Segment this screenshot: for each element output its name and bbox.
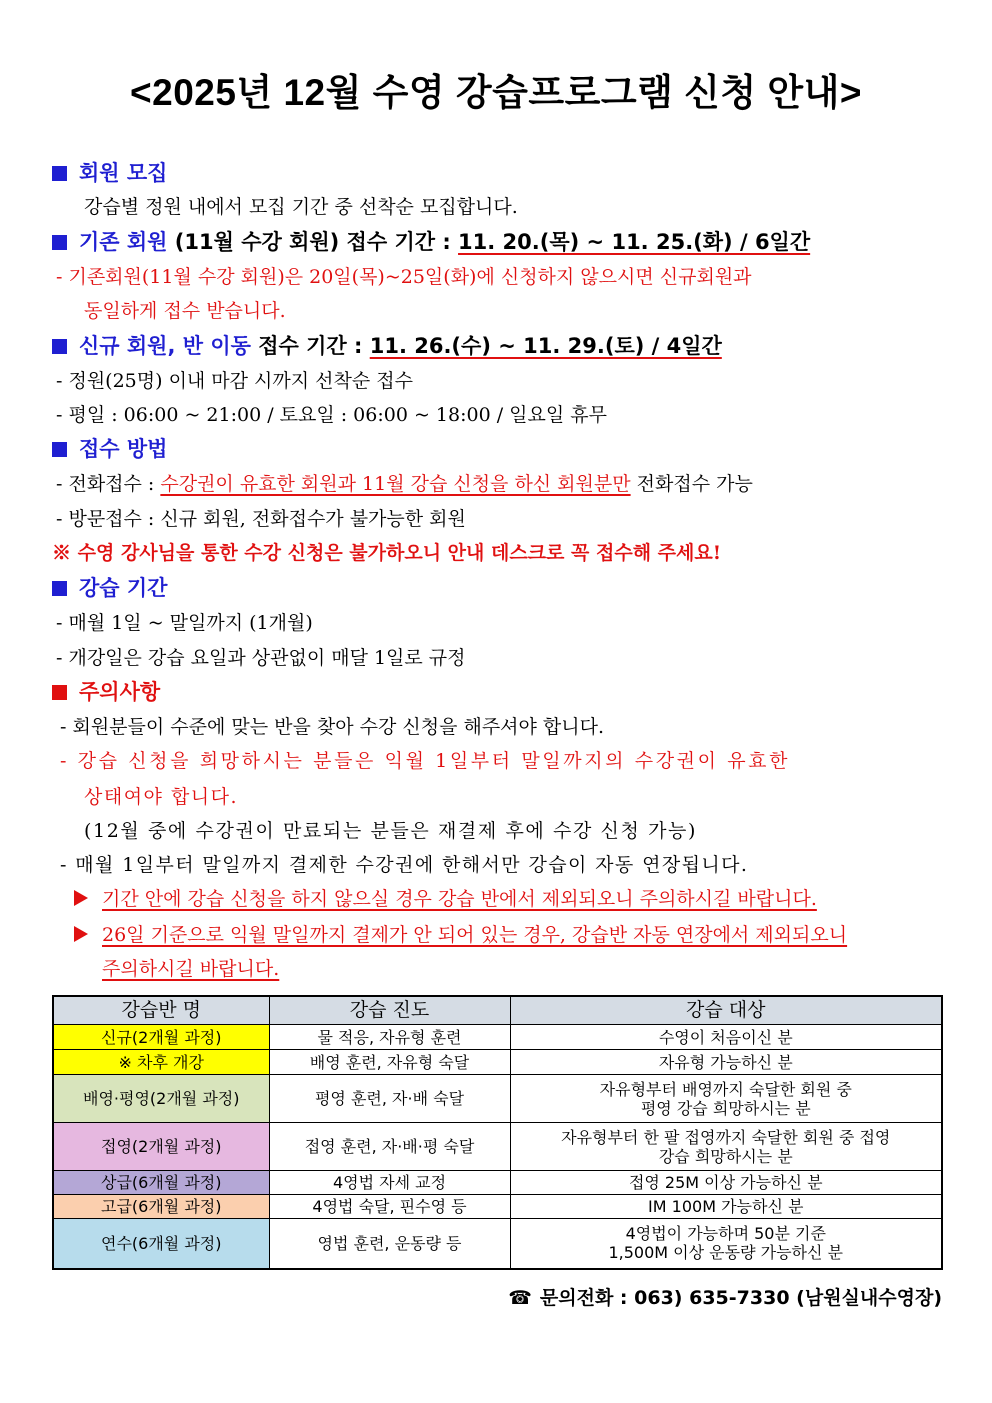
section-period-heading: 강습 기간 (52, 572, 167, 602)
target-cell: 자유형 가능하신 분 (510, 1050, 942, 1075)
phone-application-condition: 수강권이 유효한 회원과 11월 강습 신청을 하신 회원분만 (160, 473, 631, 495)
caution-item-valid-pass-line2: 상태여야 합니다. (84, 786, 239, 808)
new-members-item-hours: - 평일 : 06:00 ~ 21:00 / 토요일 : 06:00 ~ 18:00 / 일요일 휴무 (56, 404, 607, 426)
caution-item-expiry-note: (12월 중에 수강권이 만료되는 분들은 재결제 후에 수강 신청 가능) (84, 820, 698, 842)
table-row (53, 1171, 942, 1195)
class-name-cell: 상급(6개월 과정) (53, 1171, 269, 1195)
table-row (53, 1075, 942, 1123)
section-recruitment-heading: 회원 모집 (52, 157, 167, 187)
table-row (53, 1219, 942, 1269)
phone-application-line: - 전화접수 : 수강권이 유효한 회원과 11월 강습 신청을 하신 회원분만 전화접수 가능 (56, 473, 753, 495)
recruitment-body: 강습별 정원 내에서 모집 기간 중 선착순 모집합니다. (84, 196, 518, 218)
existing-members-note-line2: 동일하게 접수 받습니다. (84, 300, 286, 322)
square-bullet-icon (52, 581, 67, 596)
caution-arrow-item-2: 26일 기준으로 익월 말일까지 결제가 안 되어 있는 경우, 강습반 자동 연장에서 제외되오니 (74, 920, 847, 947)
target-cell: 자유형부터 한 팔 접영까지 숙달한 회원 중 접영 강습 희망하시는 분 (510, 1123, 942, 1171)
new-members-item-capacity: - 정원(25명) 이내 마감 시까지 선착순 접수 (56, 370, 413, 392)
red-triangle-icon (74, 926, 88, 942)
existing-members-period: 11. 20.(목) ~ 11. 25.(화) / 6일간 (458, 230, 811, 254)
phone-icon: ☎ (508, 1287, 532, 1309)
caution-item-auto-extension: - 매월 1일부터 말일까지 결제한 수강권에 한해서만 강습이 자동 연장됩니다. (60, 854, 749, 876)
square-bullet-icon (52, 685, 67, 700)
class-name-cell: 배영·평영(2개월 과정) (53, 1075, 269, 1123)
period-item-start-date: - 개강일은 강습 요일과 상관없이 매달 1일로 규정 (56, 647, 466, 669)
table-row (53, 1195, 942, 1219)
target-cell: 접영 25M 이상 가능하신 분 (510, 1171, 942, 1195)
target-cell: 수영이 처음이신 분 (510, 1025, 942, 1050)
progress-cell: 영법 훈련, 운동량 등 (269, 1219, 510, 1269)
caution-item-level: - 회원분들이 수준에 맞는 반을 찾아 수강 신청을 해주셔야 합니다. (60, 716, 605, 738)
target-cell: 자유형부터 배영까지 숙달한 회원 중 평영 강습 희망하시는 분 (510, 1075, 942, 1123)
progress-cell: 4영법 자세 교정 (269, 1171, 510, 1195)
section-cautions-heading: 주의사항 (52, 676, 160, 706)
target-cell: 4영법이 가능하며 50분 기준 1,500M 이상 운동량 가능하신 분 (510, 1219, 942, 1269)
red-triangle-icon (74, 890, 88, 906)
table-row (53, 1025, 942, 1050)
class-name-cell: 연수(6개월 과정) (53, 1219, 269, 1269)
caution-item-valid-pass-line1: - 강습 신청을 희망하시는 분들은 익월 1일부터 말일까지의 수강권이 유효한 (60, 750, 791, 772)
class-name-cell: 고급(6개월 과정) (53, 1195, 269, 1219)
section-new-members-heading: 신규 회원, 반 이동 접수 기간 : 11. 26.(수) ~ 11. 29.(토) / 4일간 (52, 330, 722, 360)
visit-application-line: - 방문접수 : 신규 회원, 전화접수가 불가능한 회원 (56, 508, 466, 530)
contact-text: 문의전화 : 063) 635-7330 (남원실내수영장) (539, 1287, 942, 1309)
caution-arrow-item-2-line2: 주의하시길 바랍니다. (102, 958, 280, 980)
caution-arrow-item-1: 기간 안에 강습 신청을 하지 않으실 경우 강습 반에서 제외되오니 주의하시길 바랍니다. (74, 884, 817, 911)
period-item-monthly: - 매월 1일 ~ 말일까지 (1개월) (56, 612, 313, 634)
progress-cell: 배영 훈련, 자유형 숙달 (269, 1050, 510, 1075)
table-row (53, 1050, 942, 1075)
square-bullet-icon (52, 442, 67, 457)
square-bullet-icon (52, 235, 67, 250)
contact-line (508, 1283, 942, 1310)
progress-cell: 평영 훈련, 자·배 숙달 (269, 1075, 510, 1123)
class-name-cell: 접영(2개월 과정) (53, 1123, 269, 1171)
class-name-cell: ※ 차후 개강 (53, 1050, 269, 1075)
page-title: <2025년 12월 수영 강습프로그램 신청 안내> (130, 72, 862, 113)
table-row (53, 1123, 942, 1171)
progress-cell: 4영법 숙달, 핀수영 등 (269, 1195, 510, 1219)
instructor-warning: ※ 수영 강사님을 통한 수강 신청은 불가하오니 안내 데스크로 꼭 접수해 주세요! (52, 542, 722, 564)
progress-cell: 접영 훈련, 자·배·평 숙달 (269, 1123, 510, 1171)
column-header-class-name: 강습반 명 (53, 996, 269, 1025)
existing-members-note-line1: - 기존회원(11월 수강 회원)은 20일(목)~25일(화)에 신청하지 않으시면 신규회원과 (56, 266, 752, 288)
section-existing-members-heading: 기존 회원 (11월 수강 회원) 접수 기간 : 11. 20.(목) ~ 11. 25.(화) / 6일간 (52, 226, 810, 256)
square-bullet-icon (52, 166, 67, 181)
new-members-period: 11. 26.(수) ~ 11. 29.(토) / 4일간 (369, 334, 722, 358)
progress-cell: 물 적응, 자유형 훈련 (269, 1025, 510, 1050)
column-header-progress: 강습 진도 (269, 996, 510, 1025)
class-name-cell: 신규(2개월 과정) (53, 1025, 269, 1050)
square-bullet-icon (52, 339, 67, 354)
column-header-target: 강습 대상 (510, 996, 942, 1025)
program-table (52, 995, 943, 1270)
table-header-row (53, 996, 942, 1025)
section-application-method-heading: 접수 방법 (52, 433, 167, 463)
target-cell: IM 100M 가능하신 분 (510, 1195, 942, 1219)
